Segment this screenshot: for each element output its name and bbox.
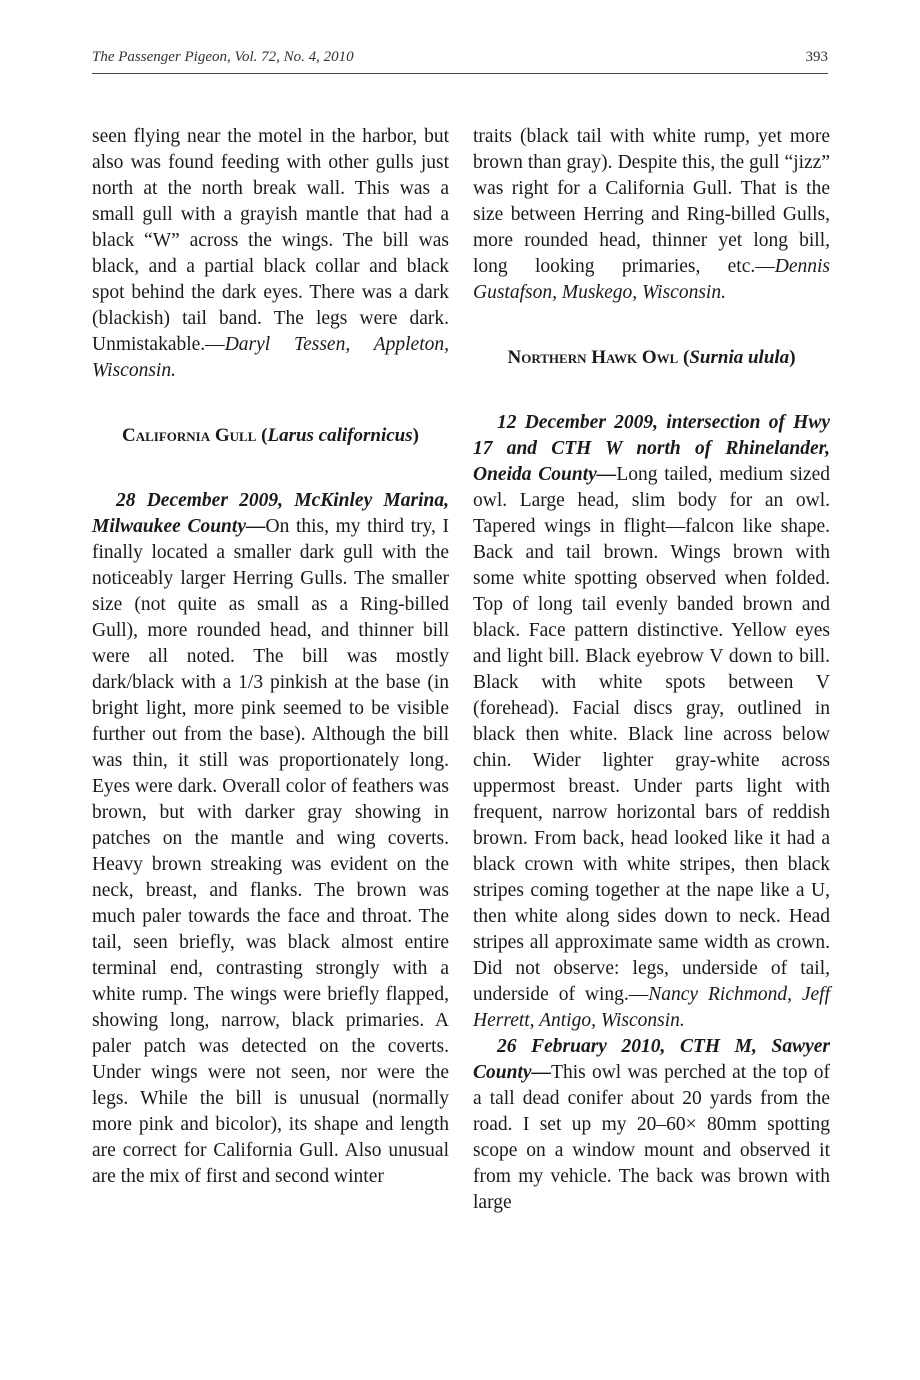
record-date-place: 12 December 2009, intersection of Hwy 17 and CTH W north of Rhinelander, Oneida County— [473,412,830,485]
record-text: On this, my third try, I finally located a smaller dark gull with the noticeably larger Herring Gulls. The smaller size (not quite as small as a Ring-billed Gull), more rounded head, and thinner bill were all noted. The bill was mostly dark/black with a 1/3 pinkish at the base (in bright light, more pink seemed to be visible further out from the base). Although the bill was thin, it still was proportionately long. Eyes were dark. Overall color of feathers was brown, but with darker gray showing in patches on the mantle and wing coverts. Heavy brown streaking was evident on the neck, breast, and flanks. The brown was much paler towards the face and throat. The tail, seen briefly, was black almost entire terminal end, contrasting strongly with a white rump. The wings were briefly flapped, showing long, narrow, black primaries. A paler patch was detected on the coverts. Under wings were not seen, nor were the legs. While the bill is unusual (normally more pink and bicolor), its shape and length are correct for California Gull. Also unusual are the mix of first and second winter [92,516,449,1187]
paren-close: ) [789,347,796,368]
right-column [473,124,830,1216]
running-head: The Passenger Pigeon, Vol. 72, No. 4, 2010 [92,49,354,65]
observer-credit: Dennis Gustafson, Muskego, Wisconsin. [473,256,830,303]
continuation-paragraph [473,124,830,306]
species-heading-california-gull [92,423,449,449]
paren-open: ( [678,347,690,368]
left-column [92,124,449,1190]
page-number: 393 [805,49,828,65]
continuation-text: traits (black tail with white rump, yet more brown than gray). Despite this, the gull “jizz” was right for a California Gull. That is the size between Herring and Ring-billed Gulls, more rounded head, thinner yet long bill, long looking primaries, etc.— [473,126,830,277]
species-common-name: California Gull [122,425,257,446]
paren-open: ( [256,425,268,446]
species-scientific-name: Larus californicus [267,425,413,446]
header-rule [92,73,828,74]
record-date-place: 28 December 2009, McKinley Marina, Milwaukee County— [92,490,449,537]
record-date-place: 26 February 2010, CTH M, Sawyer County— [473,1036,830,1083]
record-paragraph [92,488,449,1190]
species-scientific-name: Surnia ulula [689,347,790,368]
observer-credit: Nancy Richmond, Jeff Herrett, Antigo, Wisconsin. [473,984,830,1031]
species-heading-northern-hawk-owl [473,345,830,371]
record-text: Long tailed, medium sized owl. Large head, slim body for an owl. Tapered wings in flight—falcon like shape. Back and tail brown. Wings brown with some white spotting observed when folded. Top of long tail evenly banded brown and black. Face pattern distinctive. Yellow eyes and light bill. Black eyebrow V down to bill. Black with white spots between V (forehead). Facial discs gray, outlined in black then white. Black line across below chin. Wider lighter gray-white across uppermost breast. Under parts light with frequent, narrow horizontal bars of reddish brown. From back, head looked like it had a black crown with white stripes, then black stripes coming together at the nape like a U, then white along sides down to neck. Head stripes all approximate same width as crown. Did not observe: legs, underside of tail, underside of wing.— [473,464,830,1005]
record-paragraph [473,410,830,1034]
continuation-paragraph [92,124,449,384]
paren-close: ) [412,425,419,446]
continuation-text: seen flying near the motel in the harbor, but also was found feeding with other gulls just north at the north break wall. This was a small gull with a grayish mantle that had a black “W” across the wings. The bill was black, and a partial black collar and black spot behind the dark eyes. There was a dark (blackish) tail band. The legs were dark. Unmistakable.— [92,126,449,355]
record-text: This owl was perched at the top of a tall dead conifer about 20 yards from the road. I set up my 20–60× 80mm spotting scope on a window mount and observed it from my vehicle. The back was brown with large [473,1062,830,1213]
record-paragraph [473,1034,830,1216]
observer-credit: Daryl Tessen, Appleton, Wisconsin. [92,334,449,381]
species-common-name: Northern Hawk Owl [507,347,679,368]
